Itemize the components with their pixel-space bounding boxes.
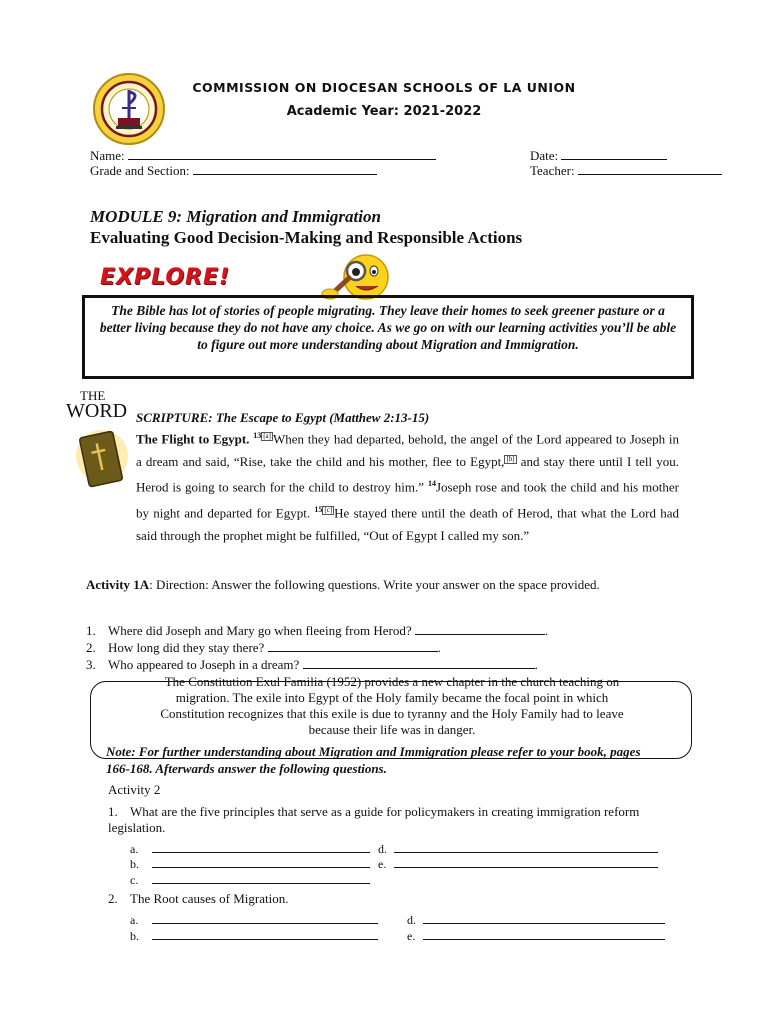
constitution-line-2: migration. The exile into Egypt of the Holy family became the focal point in which	[175, 690, 609, 705]
explore-intro-text: The Bible has lot of stories of people migrating. They leave their homes to seek greener pasture or a better living because they do not have any choice. As we go on with our learning activities you’ll be able to figure out more understanding about Migration and Immigration.	[99, 303, 677, 352]
question-end: .	[437, 640, 441, 655]
verse-15-text: He stayed there until the death of Herod, that what the Lord had said through the prophet might be fulfilled, “Out of Egypt I called my son.”	[136, 505, 679, 543]
verse-13-text-a: When they had departed, behold, the angel of the Lord appeared to Joseph in a dream and said, “Rise, take the child and his mother, flee to Egypt,	[136, 431, 679, 469]
cause-row-e	[407, 927, 665, 944]
letter-b: b.	[130, 929, 139, 943]
cause-row-b	[130, 927, 378, 944]
answer-blank-1[interactable]	[415, 622, 545, 635]
answer-blank[interactable]	[152, 911, 378, 924]
letter-d: d.	[378, 842, 387, 856]
note-text: Note: For further understanding about Migration and Immigration please refer to your book, pages 166-168. Afterwards answer the following questions.	[106, 744, 641, 776]
question-number: 2.	[86, 640, 96, 655]
constitution-line-4: because their life was in danger.	[308, 722, 476, 737]
question-text: What are the five principles that serve as a guide for policymakers in creating immigration reform legislation.	[108, 804, 640, 835]
question-text: The Root causes of Migration.	[130, 891, 289, 906]
activity-1a-direction: : Direction: Answer the following questions. Write your answer on the space provided.	[149, 577, 600, 592]
answer-blank[interactable]	[394, 855, 658, 868]
activity-1a	[86, 577, 646, 593]
verse-13-number: 13	[253, 431, 262, 440]
answer-blank-3[interactable]	[303, 656, 535, 669]
name-label: Name:	[90, 148, 125, 163]
answer-blank[interactable]	[152, 927, 378, 940]
explore-banner: EXPLORE!	[100, 265, 231, 290]
date-blank[interactable]	[561, 147, 667, 160]
letter-e: e.	[378, 857, 387, 871]
answer-row-b	[130, 855, 370, 872]
answer-row-c	[130, 871, 370, 888]
question-text: How long did they stay there?	[108, 640, 265, 655]
verse-13-text-b: and stay there until I tell you. Herod is going to search for the child to destroy him.”	[136, 453, 679, 495]
verse-15-number: 15	[314, 505, 323, 515]
date-label: Date:	[530, 148, 559, 163]
question-3	[86, 656, 548, 673]
teacher-field[interactable]	[530, 162, 722, 179]
passage-subheading: The Flight to Egypt.	[136, 431, 250, 447]
teacher-blank[interactable]	[578, 162, 722, 175]
activity-2-label: Activity 2	[108, 782, 161, 797]
activity-1a-questions	[86, 622, 548, 673]
question-text: Where did Joseph and Mary go when fleeing from Herod?	[108, 623, 412, 638]
answer-blank[interactable]	[423, 927, 665, 940]
answer-blank-2[interactable]	[268, 639, 438, 652]
footnote-b[interactable]: [b]	[506, 454, 515, 463]
academic-year: Academic Year: 2021-2022	[286, 104, 482, 119]
letter-e: e.	[407, 929, 416, 943]
question-number: 1.	[86, 623, 96, 638]
the-word-line1: THE	[80, 388, 106, 403]
commission-heading: COMMISSION ON DIOCESAN SCHOOLS OF LA UNION	[192, 80, 576, 95]
question-end: .	[544, 623, 549, 638]
scripture-heading: SCRIPTURE: The Escape to Egypt (Matthew 2:13-15)	[136, 410, 430, 425]
answer-blank[interactable]	[152, 840, 370, 853]
cause-row-a	[130, 911, 378, 928]
letter-d: d.	[407, 913, 416, 927]
answer-blank[interactable]	[152, 871, 370, 884]
answer-blank[interactable]	[152, 855, 370, 868]
question-2	[86, 639, 548, 656]
footnote-a[interactable]: [a]	[263, 432, 271, 440]
footnote-c[interactable]: [c]	[324, 506, 333, 515]
question-end: .	[534, 657, 538, 672]
explore-intro-box	[82, 295, 694, 379]
the-word-logo	[62, 388, 128, 508]
verse-14-text: Joseph rose and took the child and his mother by night and departed for Egypt.	[136, 479, 679, 521]
module-title: MODULE 9: Migration and Immigration	[90, 207, 381, 226]
grade-section-label: Grade and Section:	[90, 163, 190, 178]
answer-row-e	[378, 855, 658, 872]
constitution-line-3: Constitution recognizes that this exile is due to tyranny and the Holy Family had to leave	[160, 706, 624, 721]
question-number: 1.	[108, 804, 118, 819]
answer-blank[interactable]	[423, 911, 665, 924]
answer-blank[interactable]	[394, 840, 658, 853]
scripture-passage	[136, 425, 679, 547]
name-blank[interactable]	[128, 147, 436, 160]
verse-14-number: 14	[427, 479, 436, 489]
question-text: Who appeared to Joseph in a dream?	[108, 657, 300, 672]
question-number: 3.	[86, 657, 96, 672]
grade-section-blank[interactable]	[193, 162, 377, 175]
constitution-line-1: The Constitution Exul Familia (1952) provides a new chapter in the church teaching on	[164, 674, 620, 689]
teacher-label: Teacher:	[530, 163, 575, 178]
module-subtitle: Evaluating Good Decision-Making and Responsible Actions	[90, 228, 523, 247]
the-word-line2: WORD	[66, 400, 128, 422]
activity-2-question-1	[108, 804, 688, 836]
letter-a: a.	[130, 842, 139, 856]
letter-c: c.	[130, 873, 139, 887]
constitution-text	[112, 674, 672, 738]
question-1	[86, 622, 548, 639]
letter-b: b.	[130, 857, 139, 871]
activity-1a-label: Activity 1A	[86, 577, 150, 592]
activity-2-question-2	[108, 891, 289, 907]
grade-section-field[interactable]	[90, 162, 377, 179]
cause-row-d	[407, 911, 665, 928]
question-number: 2.	[108, 891, 118, 906]
letter-a: a.	[130, 913, 139, 927]
